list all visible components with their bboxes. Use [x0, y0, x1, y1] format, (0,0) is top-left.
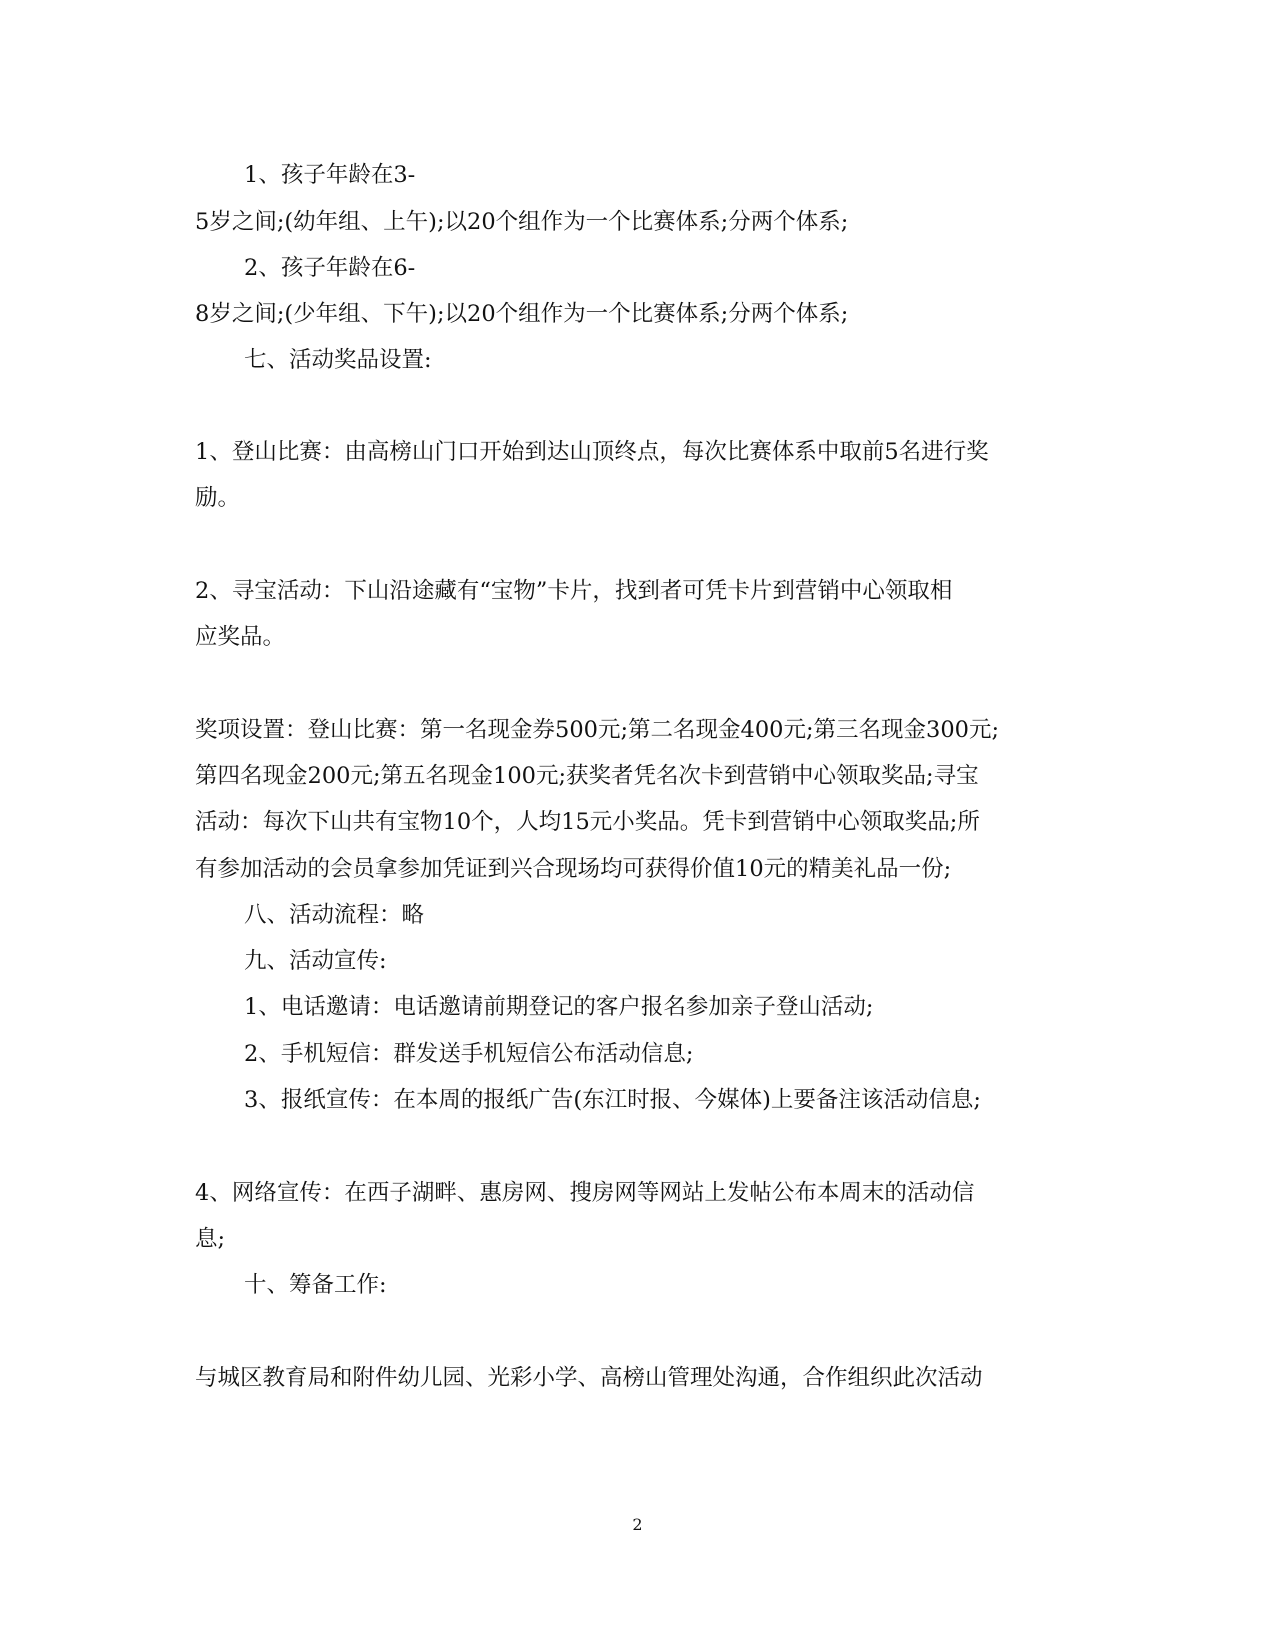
text-line: 2、孩子年龄在6-: [244, 255, 416, 281]
text-line: 1、登山比赛：由高榜山门口开始到达山顶终点，每次比赛体系中取前5名进行奖: [195, 439, 989, 465]
text-line: 励。: [195, 485, 241, 511]
text-line: 活动：每次下山共有宝物10个，人均15元小奖品。凭卡到营销中心领取奖品;所: [195, 809, 980, 835]
section-heading: 七、活动奖品设置:: [244, 347, 432, 373]
section-heading: 十、筹备工作:: [244, 1272, 387, 1298]
text-line: 奖项设置：登山比赛：第一名现金券500元;第二名现金400元;第三名现金300元;: [195, 717, 1000, 743]
text-line: 8岁之间;(少年组、下午);以20个组作为一个比赛体系;分两个体系;: [195, 301, 849, 327]
section-heading: 八、活动流程：略: [244, 902, 425, 928]
text-line: 1、孩子年龄在3-: [244, 162, 416, 188]
text-line: 5岁之间;(幼年组、上午);以20个组作为一个比赛体系;分两个体系;: [195, 209, 849, 235]
text-line: 应奖品。: [195, 624, 286, 650]
section-heading: 九、活动宣传:: [244, 948, 387, 974]
page-number: 2: [632, 1515, 643, 1534]
text-line: 与城区教育局和附件幼儿园、光彩小学、高榜山管理处沟通，合作组织此次活动: [195, 1365, 983, 1391]
text-line: 4、网络宣传：在西子湖畔、惠房网、搜房网等网站上发帖公布本周末的活动信: [195, 1180, 975, 1206]
text-line: 2、寻宝活动：下山沿途藏有“宝物”卡片，找到者可凭卡片到营销中心领取相: [195, 578, 953, 604]
text-line: 第四名现金200元;第五名现金100元;获奖者凭名次卡到营销中心领取奖品;寻宝: [195, 763, 979, 789]
text-line: 2、手机短信：群发送手机短信公布活动信息;: [244, 1041, 694, 1067]
text-line: 有参加活动的会员拿参加凭证到兴合现场均可获得价值10元的精美礼品一份;: [195, 856, 952, 882]
text-line: 3、报纸宣传：在本周的报纸广告(东江时报、今媒体)上要备注该活动信息;: [244, 1087, 981, 1113]
text-line: 1、电话邀请：电话邀请前期登记的客户报名参加亲子登山活动;: [244, 994, 874, 1020]
text-line: 息;: [195, 1226, 226, 1252]
